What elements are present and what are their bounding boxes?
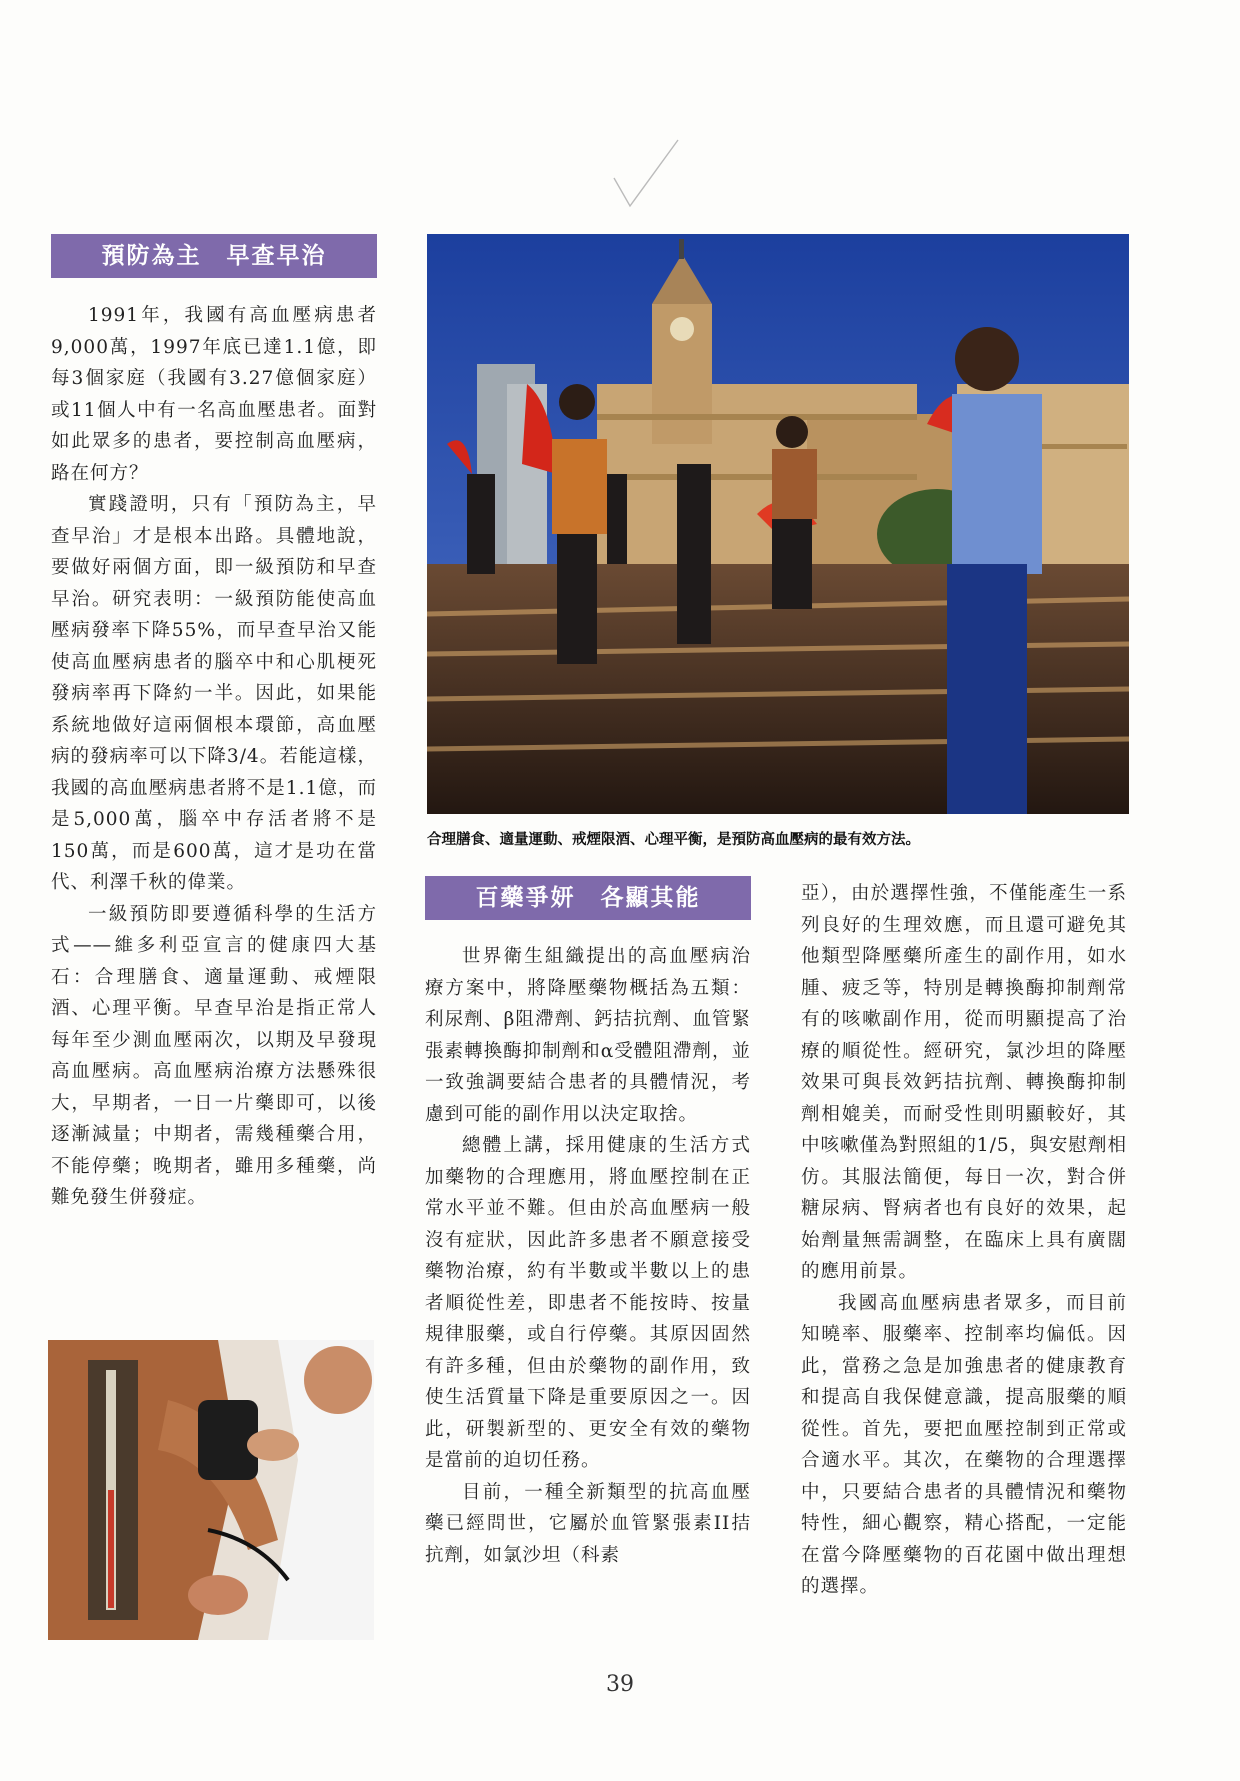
decorative-check-mark [608,130,688,220]
paragraph: 我國高血壓病患者眾多，而目前知曉率、服藥率、控制率均偏低。因此，當務之急是加強患者的健康教育和提高自我保健意識，提高服藥的順從性。首先，要把血壓控制到正常或合適水平。其次，在藥物的合理選擇中，只要結合患者的具體情況和藥物特性，細心觀察，精心搭配，一定能在當今降壓藥物的百花園中做出理想的選擇。 [801,1292,1127,1597]
photo-illustration [48,1340,374,1640]
column-1-body [51,300,377,1214]
paragraph: 目前，一種全新類型的抗高血壓藥已經問世，它屬於血管緊張素II拮抗劑，如氯沙坦（科素 [425,1481,751,1566]
paragraph: 總體上講，採用健康的生活方式加藥物的合理應用，將血壓控制在正常水平並不難。但由於高血壓病一般沒有症狀，因此許多患者不願意接受藥物治療，約有半數或半數以上的患者順從性差，即患者不能按時、按量規律服藥，或自行停藥。其原因固然有許多種，但由於藥物的副作用，致使生活質量下降是重要原因之一。因此，研製新型的、更安全有效的藥物是當前的迫切任務。 [425,1135,751,1471]
page-number: 39 [606,1672,634,1697]
paragraph: 一級預防即要遵循科學的生活方式——維多利亞宣言的健康四大基石：合理膳食、適量運動、戒煙限酒、心理平衡。早查早治是指正常人每年至少測血壓兩次，以期及早發現高血壓病。高血壓病治療方法懸殊很大，早期者，一日一片藥即可，以後逐漸減量；中期者，需幾種藥合用，不能停藥；晚期者，雖用多種藥，尚難免發生併發症。 [51,903,377,1208]
photo-blood-pressure-check [48,1340,374,1640]
section-heading-medicines: 百藥爭妍 各顯其能 [425,876,751,920]
photo-caption: 合理膳食、適量運動、戒煙限酒、心理平衡，是預防高血壓病的最有效方法。 [427,832,920,848]
photo-illustration [427,234,1129,814]
column-2-body [425,941,751,1571]
section-heading-prevention: 預防為主 早查早治 [51,234,377,278]
paragraph: 1991年，我國有高血壓病患者9,000萬，1997年底已達1.1億，即每3個家庭（我國有3.27億個家庭）或11個人中有一名高血壓患者。面對如此眾多的患者，要控制高血壓病，路在何方？ [51,305,377,484]
paragraph: 實踐證明，只有「預防為主，早查早治」才是根本出路。具體地說，要做好兩個方面，即一級預防和早查早治。研究表明：一級預防能使高血壓病發率下降55%，而早查早治又能使高血壓病患者的腦卒中和心肌梗死發病率再下降約一半。因此，如果能系統地做好這兩個根本環節，高血壓病的發病率可以下降3/4。若能這樣，我國的高血壓病患者將不是1.1億，而是5,000萬，腦卒中存活者將不是150萬，而是600萬，這才是功在當代、利澤千秋的偉業。 [51,494,377,893]
column-3-body [801,878,1127,1603]
photo-morning-exercise [427,234,1129,814]
paragraph: 世界衛生組織提出的高血壓病治療方案中，將降壓藥物概括為五類：利尿劑、β阻滯劑、鈣拮抗劑、血管緊張素轉換酶抑制劑和α受體阻滯劑，並一致強調要結合患者的具體情況，考慮到可能的副作用以決定取捨。 [425,946,751,1125]
paragraph-continued: 亞），由於選擇性強，不僅能產生一系列良好的生理效應，而且還可避免其他類型降壓藥所產生的副作用，如水腫、疲乏等，特別是轉換酶抑制劑常有的咳嗽副作用，從而明顯提高了治療的順從性。經研究，氯沙坦的降壓效果可與長效鈣拮抗劑、轉換酶抑制劑相媲美，而耐受性則明顯較好，其中咳嗽僅為對照組的1/5，與安慰劑相仿。其服法簡便，每日一次，對合併糖尿病、腎病者也有良好的效果，起始劑量無需調整，在臨床上具有廣闊的應用前景。 [801,883,1127,1282]
